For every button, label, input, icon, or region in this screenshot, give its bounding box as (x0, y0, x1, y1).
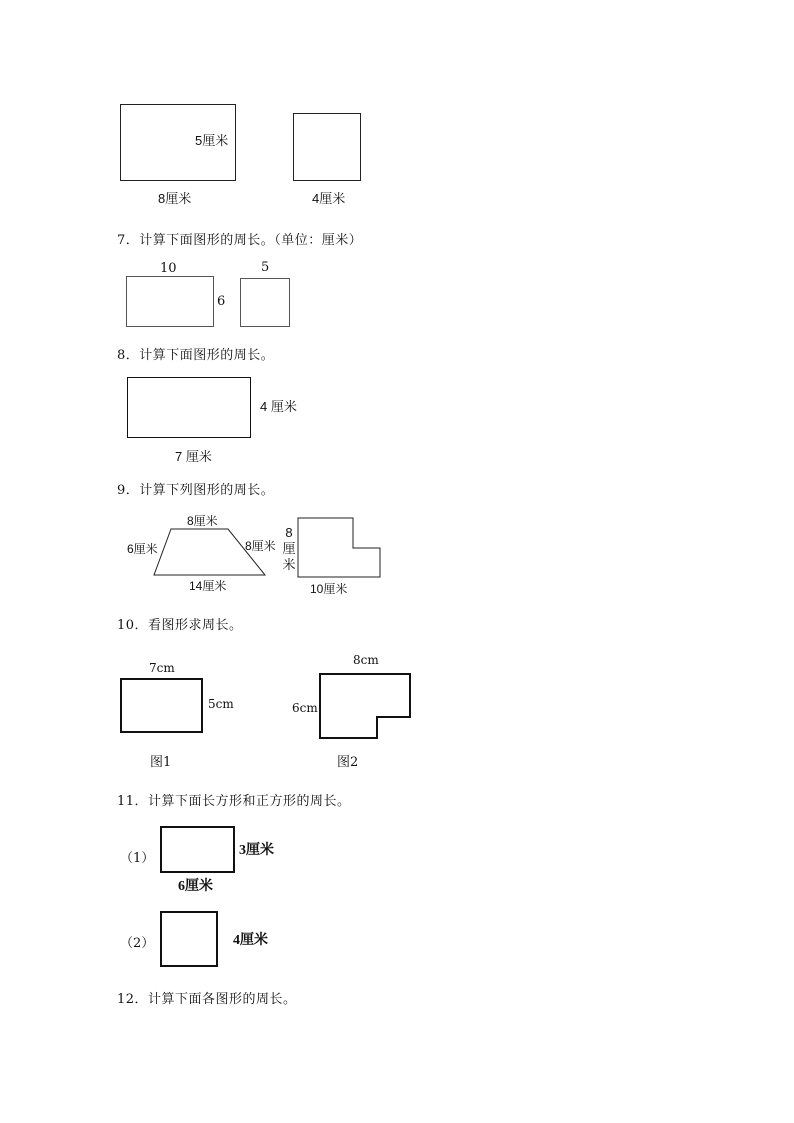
q9-l-bottom-label: 10厘米 (310, 582, 348, 596)
q8-side-label: 4 厘米 (260, 399, 297, 414)
question-9: 9．计算下列图形的周长。 (117, 483, 275, 498)
q10-fig1-top-label: 7cm (149, 661, 175, 675)
question-8: 8．计算下面图形的周长。 (117, 348, 275, 363)
q11-rect-bottom-label: 6厘米 (178, 879, 213, 894)
q10-fig2-caption: 图2 (337, 755, 359, 770)
top-rectangle-side-label: 5厘米 (195, 133, 229, 148)
question-12: 12．计算下面各图形的周长。 (117, 992, 297, 1007)
q9-l-left-label-1: 8 (285, 525, 293, 540)
question-11: 11．计算下面长方形和正方形的周长。 (117, 794, 351, 809)
top-square-bottom-label: 4厘米 (312, 191, 346, 206)
q11-rectangle (160, 826, 235, 873)
q11-square (160, 911, 218, 967)
q10-fig1-side-label: 5cm (208, 697, 234, 711)
q11-part1-label: （1） (120, 851, 155, 866)
q7-rect-top-label: 10 (160, 261, 177, 276)
q10-fig1-caption: 图1 (150, 755, 172, 770)
q11-part2-label: （2） (120, 936, 155, 951)
q9-l-left-label-2: 厘 (282, 541, 296, 556)
q10-fig2-side-label: 6cm (292, 701, 318, 715)
q9-trap-left-label: 6厘米 (127, 542, 158, 556)
q9-trap-top-label: 8厘米 (187, 514, 218, 528)
q10-fig2-top-label: 8cm (353, 653, 379, 667)
question-7: 7．计算下面图形的周长。（单位：厘米） (117, 233, 363, 248)
top-rectangle-bottom-label: 8厘米 (158, 191, 192, 206)
q8-bottom-label: 7 厘米 (175, 449, 212, 464)
q9-trap-right-label: 8厘米 (245, 539, 276, 553)
q9-trap-bottom-label: 14厘米 (189, 579, 227, 593)
q11-square-side-label: 4厘米 (233, 933, 268, 948)
question-10: 10．看图形求周长。 (117, 618, 243, 633)
q7-rect-side-label: 6 (217, 294, 226, 309)
q9-l-left-label-3: 米 (282, 557, 296, 572)
q11-rect-side-label: 3厘米 (239, 843, 274, 858)
q7-square-top-label: 5 (261, 260, 270, 275)
